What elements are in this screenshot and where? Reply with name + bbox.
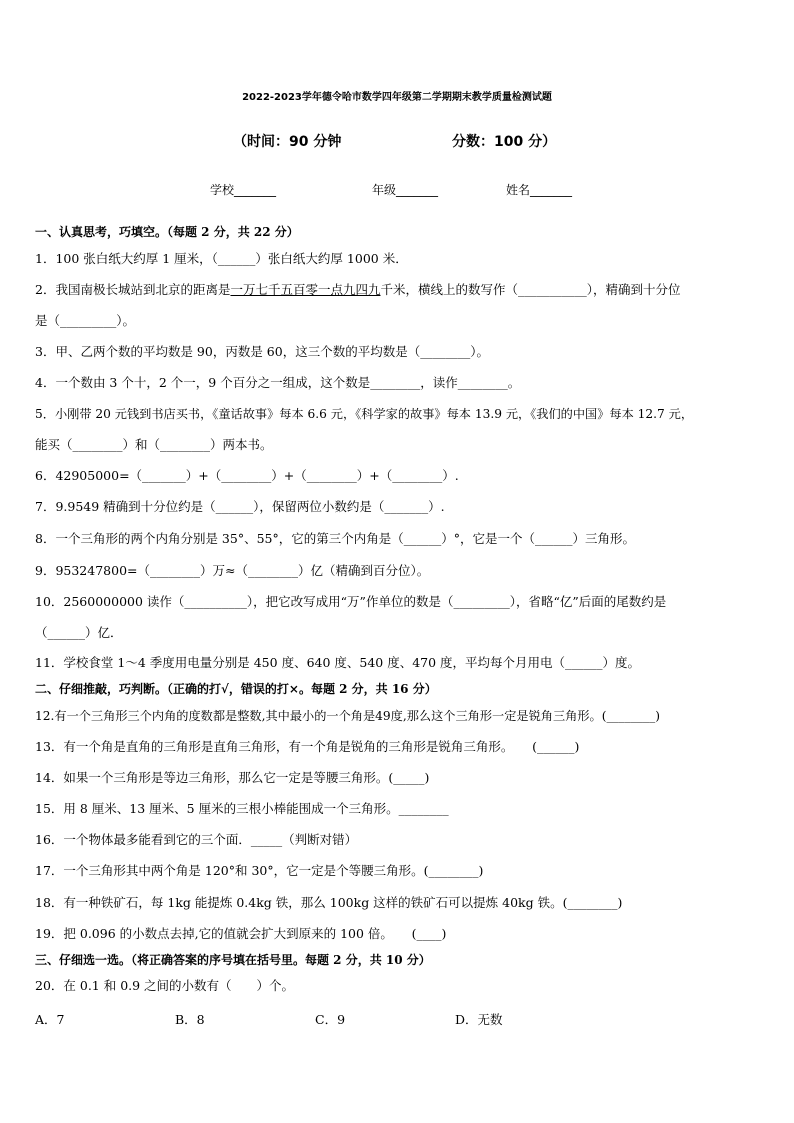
option-c: C．9 (315, 1012, 346, 1027)
exam-title: 2022-2023学年德令哈市数学四年级第二学期期末教学质量检测试题 (242, 92, 552, 103)
section-heading: 二、仔细推敲，巧判断。（正确的打√，错误的打×。每题 2 分，共 16 分） (35, 682, 437, 696)
question-19: 19．把 0.096 的小数点去掉,它的值就会扩大到原来的 100 倍。 (____) (35, 926, 447, 941)
question-20: 20．在 0.1 和 0.9 之间的小数有（ ）个。 (35, 978, 295, 993)
exam-score: 分数：100 分） (452, 134, 557, 150)
question-2-continued: 是（_________）。 (35, 313, 136, 328)
name-field: 姓名_______ (506, 183, 573, 197)
question-10: 10．2560000000 读作（__________），把它改写成用“万”作单位的数是（_________），省略“亿”后面的尾数约是 (35, 594, 667, 609)
question-7: 7．9.9549 精确到十分位约是（______），保留两位小数约是（_______）. (35, 499, 445, 514)
section-heading: 三、仔细选一选。（将正确答案的序号填在括号里。每题 2 分，共 10 分） (35, 953, 431, 967)
question-5: 5．小刚带 20 元钱到书店买书，《童话故事》每本 6.6 元，《科学家的故事》每本 13.9 元，《我们的中国》每本 12.7 元， (35, 407, 694, 421)
exam-time: （时间：90 分钟 (233, 134, 342, 150)
school-field: 学校_______ (210, 183, 277, 197)
question-2-text: 2．我国南极长城站到北京的距离是 (35, 282, 231, 297)
question-16: 16．一个物体最多能看到它的三个面．_____（判断对错） (35, 832, 358, 847)
question-18: 18．有一种铁矿石，每 1kg 能提炼 0.4kg 铁，那么 100kg 这样的铁矿石可以提炼 40kg 铁。(________) (35, 895, 623, 910)
question-13: 13．有一个角是直角的三角形是直角三角形，有一个角是锐角的三角形是锐角三角形。 (______) (35, 739, 580, 754)
question-6: 6．42905000=（_______）+（________）+（________）+（________）. (35, 468, 459, 483)
option-d: D．无数 (455, 1012, 503, 1027)
question-1: 1．100 张白纸大约厚 1 厘米，（______）张白纸大约厚 1000 米． (35, 251, 408, 266)
question-2-underlined: 一万七千五百零一点九四九 (230, 282, 381, 297)
question-15: 15．用 8 厘米、13 厘米、5 厘米的三根小棒能围成一个三角形。________ (35, 801, 449, 816)
question-4: 4．一个数由 3 个十，2 个一，9 个百分之一组成，这个数是________，读作________。 (35, 375, 521, 390)
question-8: 8．一个三角形的两个内角分别是 35°、55°，它的第三个内角是（______）°，它是一个（______）三角形。 (35, 531, 635, 546)
grade-field: 年级_______ (372, 183, 439, 197)
question-2 (35, 282, 681, 298)
question-14: 14．如果一个三角形是等边三角形，那么它一定是等腰三角形。(_____) (35, 770, 430, 785)
question-10-continued: （______）亿． (35, 625, 123, 640)
question-9: 9．953247800=（________）万≈（________）亿（精确到百分位）。 (35, 563, 430, 578)
question-11: 11．学校食堂 1～4 季度用电量分别是 450 度、640 度、540 度、470 度，平均每个月用电（______）度。 (35, 655, 641, 670)
question-12: 12.有一个三角形三个内角的度数都是整数,其中最小的一个角是49度,那么这个三角形一定是锐角三角形。(________) (35, 709, 660, 723)
question-5-continued: 能买（________）和（________）两本书。 (35, 437, 273, 452)
question-2-text-end: 千米，横线上的数写作（___________），精确到十分位 (380, 282, 681, 297)
question-17: 17．一个三角形其中两个角是 120°和 30°，它一定是个等腰三角形。(________) (35, 863, 484, 878)
option-a: A．7 (35, 1012, 65, 1027)
section-heading: 一、认真思考，巧填空。（每题 2 分，共 22 分） (35, 225, 299, 239)
option-b: B．8 (175, 1012, 205, 1027)
question-3: 3．甲、乙两个数的平均数是 90，丙数是 60，这三个数的平均数是（________）。 (35, 344, 489, 359)
